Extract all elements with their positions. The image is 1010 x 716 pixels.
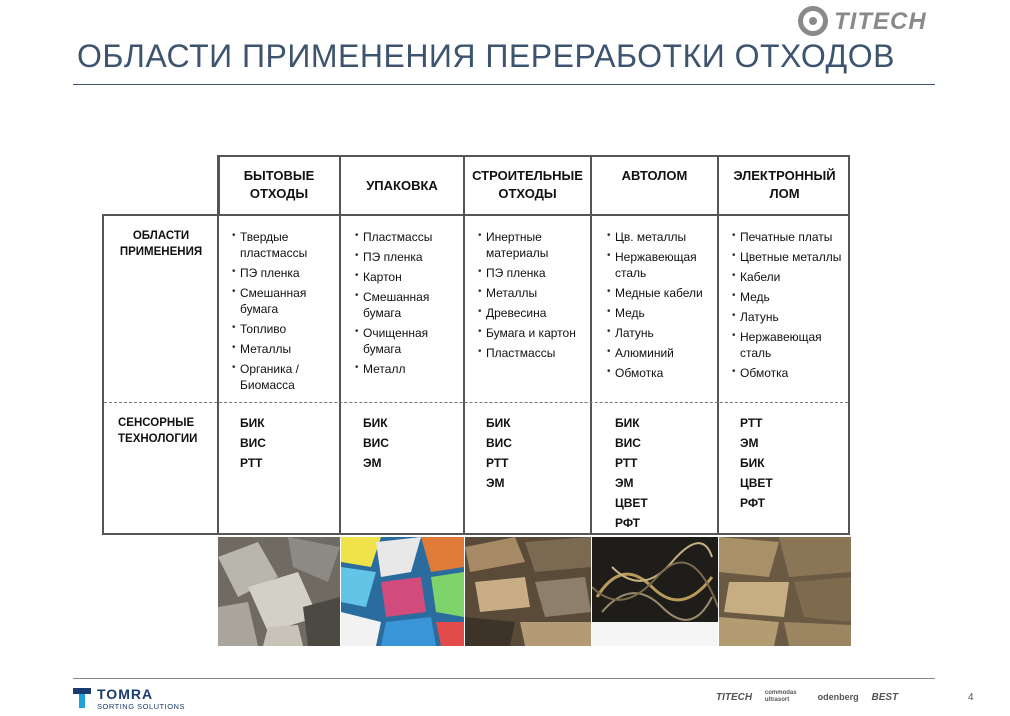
brand-titech: TITECH xyxy=(716,691,753,703)
photo-autoscrap xyxy=(592,537,718,646)
column-header-packaging: УПАКОВКА xyxy=(366,178,438,193)
list-item: • Цв. металлы xyxy=(607,229,715,245)
photo-packaging xyxy=(341,537,464,646)
tech-item: ЭМ xyxy=(486,476,505,490)
tech-list-construction xyxy=(486,413,512,493)
tech-item: ЦВЕТ xyxy=(740,476,773,490)
list-item: • Цветные металлы xyxy=(732,249,846,265)
list-item: • Обмотка xyxy=(607,365,715,381)
brand-commodas: commodas ultrasort xyxy=(764,690,797,703)
list-item: • Латунь xyxy=(607,325,715,341)
tech-item: БИК xyxy=(615,416,640,430)
tomra-logo-icon xyxy=(73,688,91,708)
list-item: • Очищенная бумага xyxy=(355,325,459,357)
tech-item: БИК xyxy=(240,416,265,430)
list-item: • ПЭ пленка xyxy=(478,265,586,281)
photo-household-waste xyxy=(218,537,340,646)
tech-item: ВИС xyxy=(486,436,512,450)
brand-best: BEST xyxy=(871,691,899,703)
column-header-construction: СТРОИТЕЛЬНЫЕ ОТХОДЫ xyxy=(472,168,583,201)
page-title: ОБЛАСТИ ПРИМЕНЕНИЯ ПЕРЕРАБОТКИ ОТХОДОВ xyxy=(77,38,895,74)
tech-list-autoscrap xyxy=(615,413,648,533)
list-item: • Древесина xyxy=(478,305,586,321)
titech-logo xyxy=(798,6,938,42)
tomra-logo-subtitle: SORTING SOLUTIONS xyxy=(97,702,185,711)
column-header-household: БЫТОВЫЕ ОТХОДЫ xyxy=(243,168,315,201)
list-item: • Пластмассы xyxy=(355,229,459,245)
tech-item: БИК xyxy=(363,416,388,430)
list-item: • Металлы xyxy=(478,285,586,301)
list-item: • ПЭ пленка xyxy=(355,249,459,265)
list-item: • Алюминий xyxy=(607,345,715,361)
list-item: • Топливо xyxy=(232,321,336,337)
list-item: • Картон xyxy=(355,269,459,285)
titech-logo-text: TITECH xyxy=(834,8,927,35)
brand-odenberg: odenberg xyxy=(817,692,859,702)
photo-electronic-scrap xyxy=(719,537,851,646)
tech-item: РТТ xyxy=(615,456,638,470)
list-item: • Смешанная бумага xyxy=(232,285,336,317)
list-item: • Твердые пластмассы xyxy=(232,229,336,261)
page-number: 4 xyxy=(968,692,974,703)
tech-list-household xyxy=(240,413,266,473)
row-label-applications: ОБЛАСТИ ПРИМЕНЕНИЯ xyxy=(119,230,203,258)
list-item: • Металлы xyxy=(232,341,336,357)
list-item: • Латунь xyxy=(732,309,846,325)
list-item: • Органика / Биомасса xyxy=(232,361,336,393)
row-divider xyxy=(104,402,848,403)
tech-item: ЭМ xyxy=(615,476,634,490)
title-divider xyxy=(73,84,935,85)
tech-item: ЦВЕТ xyxy=(615,496,648,510)
list-item: • Смешанная бумага xyxy=(355,289,459,321)
application-list-construction xyxy=(478,229,586,365)
titech-logo-icon xyxy=(798,6,828,36)
tech-list-packaging xyxy=(363,413,389,473)
tech-item: ЭМ xyxy=(363,456,382,470)
list-item: • Бумага и картон xyxy=(478,325,586,341)
list-item: • Нержавеющая сталь xyxy=(732,329,846,361)
tech-item: ВИС xyxy=(615,436,641,450)
tech-item: РТТ xyxy=(240,456,263,470)
tech-item: ЭМ xyxy=(740,436,759,450)
list-item: • Медные кабели xyxy=(607,285,715,301)
list-item: • ПЭ пленка xyxy=(232,265,336,281)
tomra-logo-text: TOMRA xyxy=(97,686,154,702)
application-list-escrap xyxy=(732,229,846,385)
list-item: • Медь xyxy=(607,305,715,321)
list-item: • Нержавеющая сталь xyxy=(607,249,715,281)
tech-item: ВИС xyxy=(240,436,266,450)
list-item: • Инертные материалы xyxy=(478,229,586,261)
list-item: • Обмотка xyxy=(732,365,846,381)
tech-item: РФТ xyxy=(740,496,765,510)
list-item: • Пластмассы xyxy=(478,345,586,361)
application-list-autoscrap xyxy=(607,229,715,385)
list-item: • Печатные платы xyxy=(732,229,846,245)
row-label-sensors: СЕНСОРНЫЕ ТЕХНОЛОГИИ xyxy=(118,417,198,445)
application-list-household xyxy=(232,229,336,397)
list-item: • Кабели xyxy=(732,269,846,285)
tomra-logo xyxy=(73,686,193,712)
application-list-packaging xyxy=(355,229,459,381)
column-header-escrap: ЭЛЕКТРОННЫЙ ЛОМ xyxy=(733,168,836,201)
photo-construction-waste xyxy=(465,537,591,646)
footer-divider xyxy=(73,678,935,679)
tech-item: РТТ xyxy=(486,456,509,470)
tech-item: РТТ xyxy=(740,416,763,430)
tech-item: ВИС xyxy=(363,436,389,450)
partner-brands xyxy=(716,690,908,708)
tech-list-escrap xyxy=(740,413,773,513)
tech-item: РФТ xyxy=(615,516,640,530)
list-item: • Металл xyxy=(355,361,459,377)
list-item: • Медь xyxy=(732,289,846,305)
tech-item: БИК xyxy=(486,416,511,430)
column-header-autoscrap: АВТОЛОМ xyxy=(621,168,688,183)
tech-item: БИК xyxy=(740,456,765,470)
